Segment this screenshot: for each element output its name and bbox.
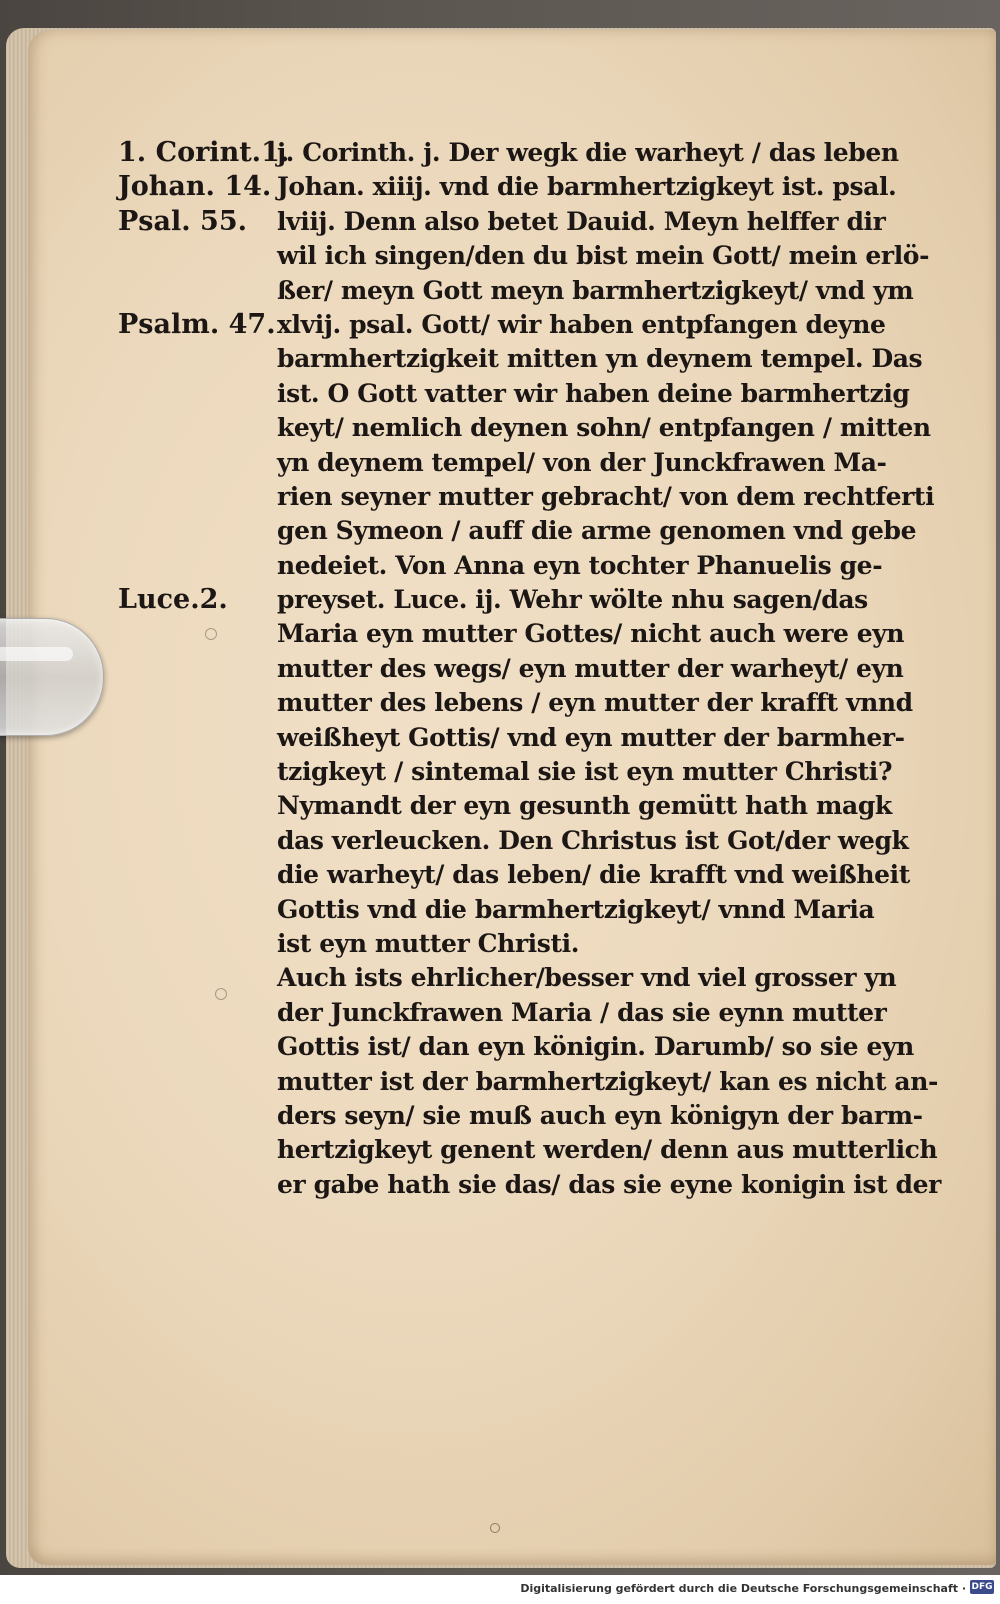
text-line: er gabe hath sie das/ das sie eyne konigin ist der	[277, 1169, 941, 1199]
text-line: Gottis vnd die barmhertzigkeyt/ vnnd Maria	[277, 894, 875, 924]
funding-credit: Digitalisierung gefördert durch die Deutsche Forschungsgemeinschaft ·	[520, 1582, 966, 1595]
text-line: gen Symeon / auff die arme genomen vnd gebe	[277, 516, 917, 546]
margin-reference: 1. Corint.1.	[118, 137, 290, 168]
text-line: yn deynem tempel/ von der Junckfrawen Ma-	[277, 447, 887, 477]
dfg-logo: DFG	[971, 1582, 993, 1592]
text-line: wil ich singen/den du bist mein Gott/ mein erlö-	[277, 241, 930, 271]
text-line: tzigkeyt / sintemal sie ist eyn mutter Christi?	[277, 757, 893, 787]
text-line: nedeiet. Von Anna eyn tochter Phanuelis ge-	[277, 550, 883, 580]
margin-reference: Luce.2.	[118, 584, 228, 616]
text-line: xlvij. psal. Gott/ wir haben entpfangen deyne	[277, 309, 886, 339]
text-line: mutter des lebens / eyn mutter der krafft vnnd	[277, 688, 913, 718]
text-line: ist. O Gott vatter wir haben deine barmhertzig	[277, 378, 910, 408]
text-line: barmhertzigkeit mitten yn deynem tempel. Das	[277, 344, 923, 374]
text-line: keyt/ nemlich deynen sohn/ entpfangen / mitten	[277, 413, 931, 443]
text-line: das verleucken. Den Christus ist Got/der wegk	[277, 825, 909, 855]
text-line: der Junckfrawen Maria / das sie eynn mutter	[277, 997, 887, 1027]
text-line: j. Corinth. j. Der wegk die warheyt / das leben	[277, 138, 899, 167]
text-line: Nymandt der eyn gesunth gemütt hath magk	[277, 791, 892, 821]
margin-reference: Psalm. 47.	[118, 309, 276, 340]
page-body-text	[277, 136, 941, 1202]
page-bottom-mark	[490, 1523, 500, 1533]
text-line: Johan. xiiij. vnd die barmhertzigkeyt ist. psal.	[277, 172, 897, 202]
text-line: lviij. Denn also betet Dauid. Meyn helffer dir	[277, 206, 886, 236]
text-line: hertzigkeyt genent werden/ denn aus mutterlich	[277, 1135, 938, 1165]
text-line: mutter des wegs/ eyn mutter der warheyt/ eyn	[277, 653, 904, 683]
text-line: preyset. Luce. ij. Wehr wölte nhu sagen/das	[277, 585, 868, 615]
text-line: mutter ist der barmhertzigkeyt/ kan es nicht an-	[277, 1066, 938, 1096]
text-line: Gottis ist/ dan eyn königin. Darumb/ so sie eyn	[277, 1032, 914, 1062]
text-line: weißheyt Gottis/ vnd eyn mutter der barmher-	[277, 722, 905, 752]
text-line: die warheyt/ das leben/ die krafft vnd weißheit	[277, 860, 910, 890]
margin-reference: Psal. 55.	[118, 205, 248, 237]
margin-reference: Johan. 14.	[118, 171, 272, 203]
page-clip-shine	[0, 647, 73, 661]
paper-speck	[215, 988, 227, 1000]
text-line: ders seyn/ sie muß auch eyn königyn der barm-	[277, 1100, 923, 1130]
text-line: ist eyn mutter Christi.	[277, 928, 580, 958]
paper-speck	[205, 628, 217, 640]
text-line: Auch ists ehrlicher/besser vnd viel grosser yn	[277, 963, 897, 993]
text-line: ßer/ meyn Gott meyn barmhertzigkeyt/ vnd ym	[277, 275, 914, 305]
text-line: rien seyner mutter gebracht/ von dem rechtferti	[277, 481, 935, 511]
text-line: Maria eyn mutter Gottes/ nicht auch were eyn	[277, 619, 905, 649]
